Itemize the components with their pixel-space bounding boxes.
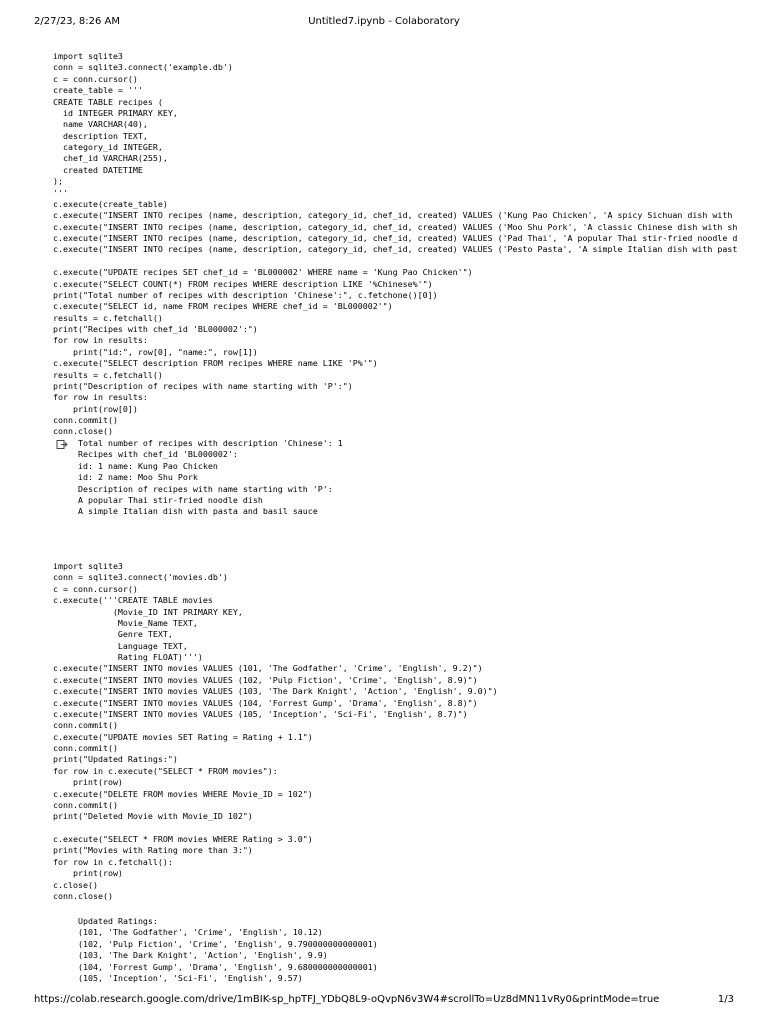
page-number: 1/3 bbox=[717, 994, 734, 1005]
code-cell-recipes: import sqlite3 conn = sqlite3.connect('example.db') c = conn.cursor() create_table = ''' CREATE TABLE recipes ( id INTEGER PRIMARY KEY, name VARCHAR(40), description TEXT, category_id INTEGER, chef_id VARCHAR(255), created DATETIME ); ''' c.execute(create_table) c.execute("INSERT INTO recipes (name, description, category_id, chef_id, created) VALUES ('Kung Pao Chicken', 'A spicy Sichuan dish with c.execute("INSERT INTO recipes (name, description, category_id, chef_id, created) VALUES ('Moo Shu Pork', 'A classic Chinese dish with sh c.execute("INSERT INTO recipes (name, description, category_id, chef_id, created) VALUES ('Pad Thai', 'A popular Thai stir-fried noodle d c.execute("INSERT INTO recipes (name, description, category_id, chef_id, created) VALUES ('Pesto Pasta', 'A simple Italian dish with past c.execute("UPDATE recipes SET chef_id = 'BL000002' WHERE name = 'Kung Pao Chicken'") c.execute("SELECT COUNT(*) FROM recipes WHERE description LIKE '%Chinese%'") print("Total number of recipes with description 'Chinese':", c.fetchone()[0]) c.execute("SELECT id, name FROM recipes WHERE chef_id = 'BL000002'") results = c.fetchall() print("Recipes with chef_id 'BL000002':") for row in results: print("id:", row[0], "name:", row[1]) c.execute("SELECT description FROM recipes WHERE name LIKE 'P%'") results = c.fetchall() print("Description of recipes with name starting with 'P':") for row in results: print(row[0]) conn.commit() conn.close() bbox=[53, 51, 738, 437]
print-date: 2/27/23, 8:26 AM bbox=[34, 16, 121, 27]
print-footer bbox=[0, 994, 768, 1008]
notebook-title: Untitled7.ipynb - Colaboratory bbox=[308, 16, 460, 27]
code-cell-movies: import sqlite3 conn = sqlite3.connect('movies.db') c = conn.cursor() c.execute('''CREATE TABLE movies (Movie_ID INT PRIMARY KEY, Movie_Name TEXT, Genre TEXT, Language TEXT, Rating FLOAT)''') c.execute("INSERT INTO movies VALUES (101, 'The Godfather', 'Crime', 'English', 9.2)") c.execute("INSERT INTO movies VALUES (102, 'Pulp Fiction', 'Crime', 'English', 8.9)") c.execute("INSERT INTO movies VALUES (103, 'The Dark Knight', 'Action', 'English', 9.0)") c.execute("INSERT INTO movies VALUES (104, 'Forrest Gump', 'Drama', 'English', 8.8)") c.execute("INSERT INTO movies VALUES (105, 'Inception', 'Sci-Fi', 'English', 8.7)") conn.commit() c.execute("UPDATE movies SET Rating = Rating + 1.1") conn.commit() print("Updated Ratings:") for row in c.execute("SELECT * FROM movies"): print(row) c.execute("DELETE FROM movies WHERE Movie_ID = 102") conn.commit() print("Deleted Movie with Movie_ID 102") c.execute("SELECT * FROM movies WHERE Rating > 3.0") print("Movies with Rating more than 3:") for row in c.fetchall(): print(row) c.close() conn.close() bbox=[53, 561, 498, 901]
page-url: https://colab.research.google.com/drive/1mBIK-sp_hpTFJ_YDbQ8L9-oQvpN6v3W4#scrollTo=Uz8dMN11vRy0&printMode=true bbox=[34, 994, 660, 1005]
print-header bbox=[0, 16, 768, 30]
output-indicator-icon bbox=[56, 439, 68, 450]
output-cell-movies: Updated Ratings: (101, 'The Godfather', 'Crime', 'English', 10.12) (102, 'Pulp Fiction', 'Crime', 'English', 9.790000000000001) (103, 'The Dark Knight', 'Action', 'English', 9.9) (104, 'Forrest Gump', 'Drama', 'English', 9.680000000000001) (105, 'Inception', 'Sci-Fi', 'English', 9.57) bbox=[78, 916, 378, 983]
output-cell-recipes: Total number of recipes with description 'Chinese': 1 Recipes with chef_id 'BL000002': id: 1 name: Kung Pao Chicken id: 2 name: Moo Shu Pork Description of recipes with name starting with 'P': A popular Thai stir-fried noodle dish A simple Italian dish with pasta and basil sauce bbox=[78, 438, 343, 517]
